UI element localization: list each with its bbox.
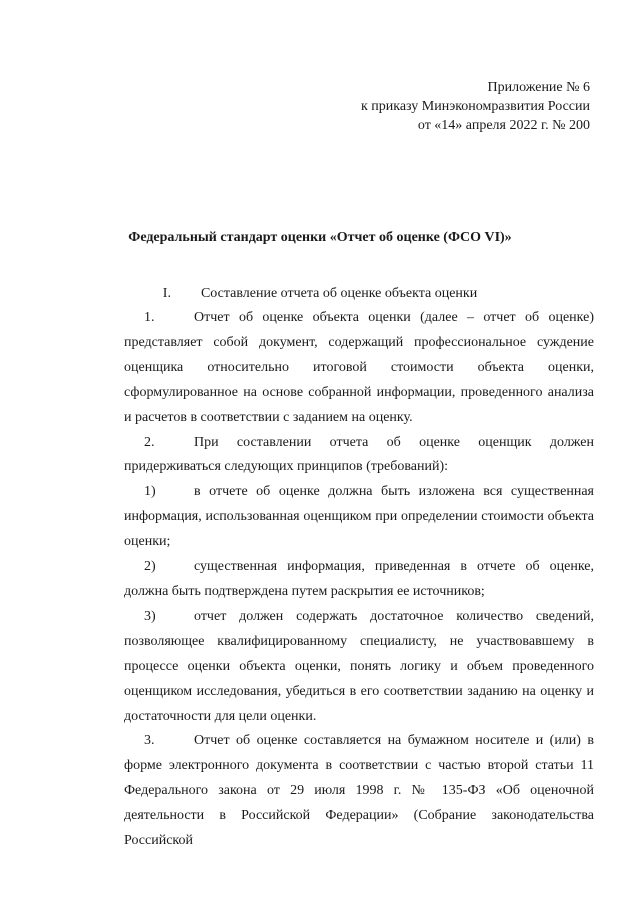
paragraph-text: При составлении отчета об оценке оценщик должен придерживаться следующих принципов (требований):	[124, 434, 594, 475]
paragraph	[124, 306, 594, 431]
appendix-header	[361, 78, 590, 135]
paragraph	[124, 729, 594, 854]
paragraph-label: 2)	[144, 559, 156, 575]
appendix-line-2: к приказу Минэкономразвития России	[360, 99, 590, 114]
paragraph-text: существенная информация, приведенная в отчете об оценке, должна быть подтверждена путем раскрытия ее источников;	[124, 559, 594, 599]
appendix-line-3: от «14» апреля 2022 г. № 200	[417, 118, 590, 133]
document-body	[124, 306, 594, 854]
paragraph-text: отчет должен содержать достаточное количество сведений, позволяющее квалифицированному специалисту, не участвовавшему в процессе оценки объекта оценки, понять логику и объем проведенного оценщиком исследования, убедиться в его соответствии заданию на оценку и достаточности для цели оценки.	[124, 608, 594, 724]
appendix-line-1: Приложение № 6	[487, 80, 590, 95]
section-heading	[0, 282, 640, 306]
paragraph-label: 2.	[144, 434, 155, 450]
paragraph	[124, 431, 594, 481]
paragraph-label: 3.	[144, 733, 155, 749]
paragraph	[124, 480, 594, 555]
paragraph	[124, 555, 594, 605]
paragraph-text: Отчет об оценке составляется на бумажном носителе и (или) в форме электронного документа в соответствии с частью второй статьи 11 Федерального закона от 29 июля 1998 г. № 135-ФЗ «Об оценочной деятельности в Российской Федерации» (Собрание законодательства Российской	[124, 733, 594, 849]
paragraph-label: 1.	[144, 310, 155, 325]
paragraph-text: Отчет об оценке объекта оценки (далее – отчет об оценке) представляет собой документ, содержащий профессиональное суждение оценщика относительно итоговой стоимости объекта оценки, сформулированное на основе собранной информации, проведенного анализа и расчетов в соответствии с заданием на оценку.	[124, 310, 594, 425]
document-title: Федеральный стандарт оценки «Отчет об оценке (ФСО VI)»	[128, 230, 512, 245]
paragraph	[124, 605, 594, 730]
paragraph-text: в отчете об оценке должна быть изложена вся существенная информация, использованная оценщиком при определении стоимости объекта оценки;	[124, 484, 594, 550]
section-number: I.	[162, 286, 171, 301]
paragraph-label: 3)	[144, 608, 156, 624]
section-title: Составление отчета об оценке объекта оценки	[200, 286, 478, 301]
paragraph-label: 1)	[144, 484, 156, 500]
